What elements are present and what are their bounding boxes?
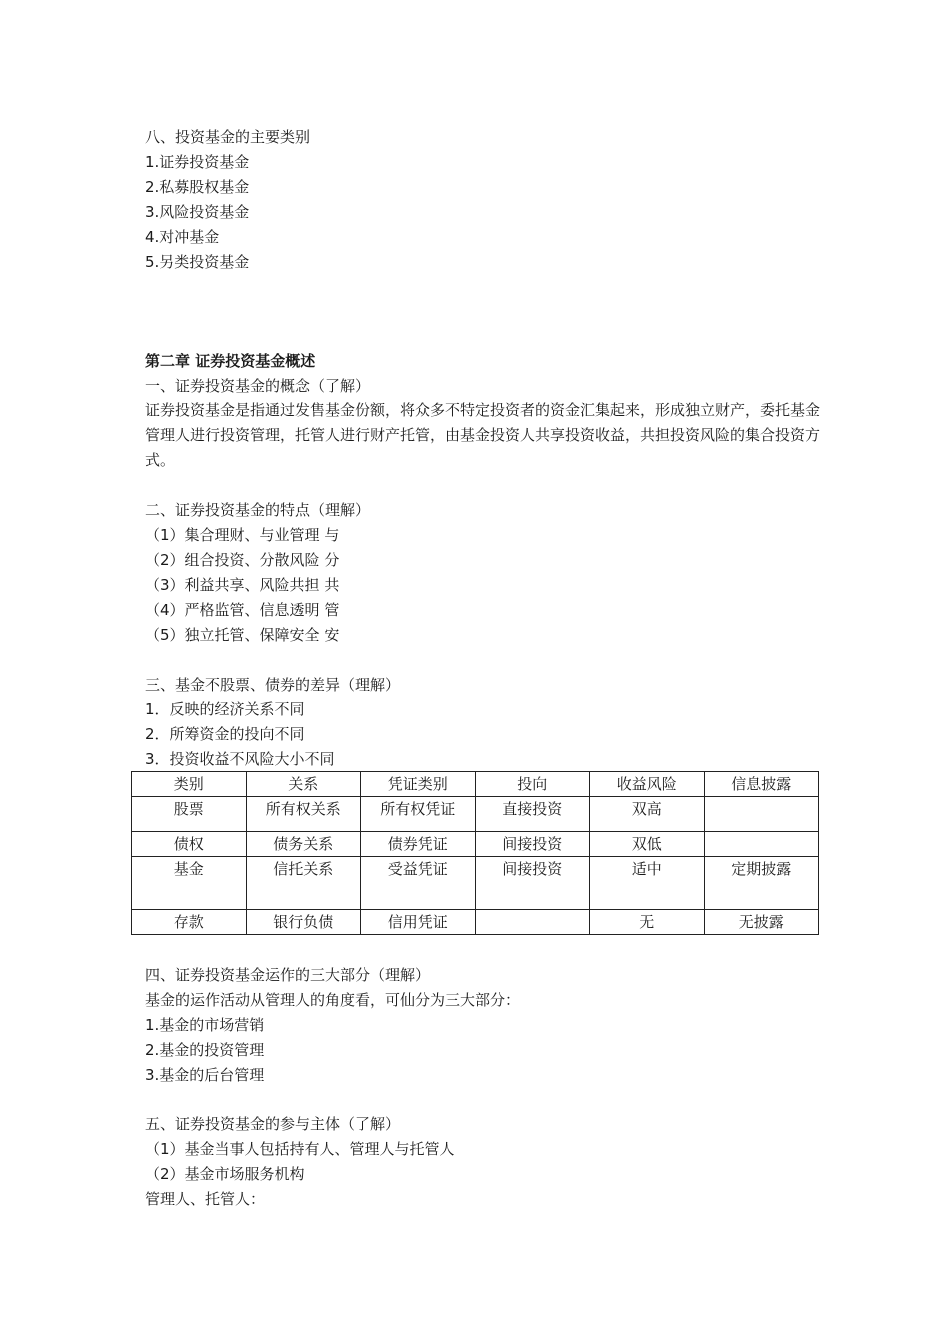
table-cell: 受益凭证 <box>361 857 476 910</box>
table-header-cell: 投向 <box>475 772 590 797</box>
s2-item: （2）组合投资、分散风险 分 <box>145 551 340 569</box>
table-row <box>132 832 819 857</box>
s2-item: （4）严格监管、信息透明 管 <box>145 601 340 619</box>
s4-item: 1.基金的市场营销 <box>145 1016 265 1034</box>
table-cell: 所有权关系 <box>246 797 361 832</box>
s5-item: （1）基金当事人包括持有人、管理人与托管人 <box>145 1140 455 1158</box>
table-header-cell: 收益风险 <box>590 772 705 797</box>
s2-item: （1）集合理财、与业管理 与 <box>145 526 340 544</box>
s1-heading: 一、证券投资基金的概念（了解） <box>145 377 371 395</box>
s4-intro: 基金的运作活动从管理人的角度看，可仙分为三大部分： <box>145 991 521 1009</box>
table-cell <box>475 910 590 935</box>
s4-item: 2.基金的投资管理 <box>145 1041 265 1059</box>
s2-heading: 二、证券投资基金的特点（理解） <box>145 501 371 519</box>
table-header-cell: 关系 <box>246 772 361 797</box>
table-cell: 债权 <box>132 832 247 857</box>
table-cell: 双低 <box>590 832 705 857</box>
s2-item: （3）利益共享、风险共担 共 <box>145 576 340 594</box>
section8-item: 3.风险投资基金 <box>145 203 250 221</box>
table-cell: 无 <box>590 910 705 935</box>
table-header-cell: 凭证类别 <box>361 772 476 797</box>
table-row <box>132 797 819 832</box>
table-cell: 适中 <box>590 857 705 910</box>
table-cell: 基金 <box>132 857 247 910</box>
table-header-cell: 类别 <box>132 772 247 797</box>
section8-item: 2.私募股权基金 <box>145 178 250 196</box>
table-row <box>132 910 819 935</box>
table-cell: 间接投资 <box>475 857 590 910</box>
table-cell: 债务关系 <box>246 832 361 857</box>
table-cell: 间接投资 <box>475 832 590 857</box>
table-cell: 定期披露 <box>704 857 819 910</box>
table-cell: 信托关系 <box>246 857 361 910</box>
section8-item: 5.另类投资基金 <box>145 253 250 271</box>
table-cell: 债券凭证 <box>361 832 476 857</box>
s3-heading: 三、基金不股票、债券的差异（理解） <box>145 676 401 694</box>
s3-item: 3．投资收益不风险大小不同 <box>145 750 335 768</box>
s5-item: （2）基金市场服务机构 <box>145 1165 305 1183</box>
s3-item: 2．所筹资金的投向不同 <box>145 725 305 743</box>
s4-heading: 四、证券投资基金运作的三大部分（理解） <box>145 966 431 984</box>
section8-item: 1.证券投资基金 <box>145 153 250 171</box>
table-cell: 银行负债 <box>246 910 361 935</box>
table-cell <box>704 832 819 857</box>
s4-item: 3.基金的后台管理 <box>145 1066 265 1084</box>
table-cell: 存款 <box>132 910 247 935</box>
table-cell: 无披露 <box>704 910 819 935</box>
s5-heading: 五、证券投资基金的参与主体（了解） <box>145 1115 401 1133</box>
table-cell <box>704 797 819 832</box>
s2-item: （5）独立托管、保障安全 安 <box>145 626 340 644</box>
section8-item: 4.对冲基金 <box>145 228 220 246</box>
s3-item: 1．反映的经济关系不同 <box>145 700 305 718</box>
chapter-title: 第二章 证券投资基金概述 <box>145 352 316 370</box>
s5-tail: 管理人、托管人： <box>145 1190 266 1208</box>
table-cell: 直接投资 <box>475 797 590 832</box>
section8-heading: 八、投资基金的主要类别 <box>145 128 311 146</box>
table-cell: 双高 <box>590 797 705 832</box>
table-header-cell: 信息披露 <box>704 772 819 797</box>
table-row <box>132 857 819 910</box>
table-cell: 信用凭证 <box>361 910 476 935</box>
table-cell: 所有权凭证 <box>361 797 476 832</box>
comparison-table <box>131 771 819 935</box>
table-header-row <box>132 772 819 797</box>
table-cell: 股票 <box>132 797 247 832</box>
s1-body: 证券投资基金是指通过发售基金份额，将众多不特定投资者的资金汇集起来，形成独立财产，委托基金管理人进行投资管理，托管人进行财产托管，由基金投资人共享投资收益，共担投资风险的集合投资方式。 <box>145 401 821 469</box>
